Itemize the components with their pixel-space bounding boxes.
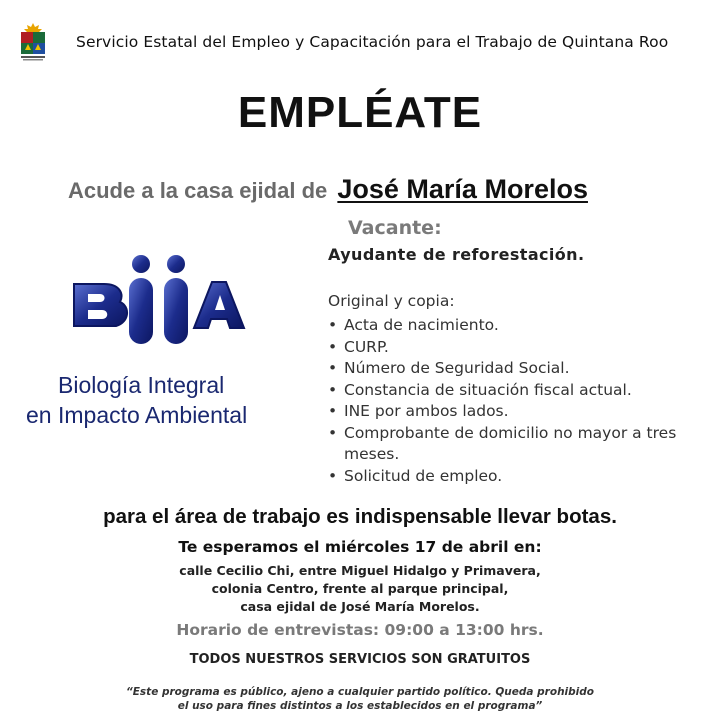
list-item: • Acta de nacimiento.: [328, 315, 708, 337]
location-place: José María Morelos: [337, 174, 588, 204]
quintana-roo-seal-icon: [18, 22, 48, 62]
address-line: casa ejidal de José María Morelos.: [240, 599, 480, 614]
schedule-intro: Te esperamos el miércoles 17 de abril en:: [178, 538, 542, 556]
agency-name: Servicio Estatal del Empleo y Capacitación para el Trabajo de Quintana Roo: [76, 33, 669, 51]
disclaimer-line: “Este programa es público, ajeno a cualquier partido político. Queda prohibido: [125, 686, 594, 698]
list-item: • Solicitud de empleo.: [328, 466, 708, 488]
free-services-notice: TODOS NUESTROS SERVICIOS SON GRATUITOS: [189, 652, 531, 667]
company-name-line2: en Impacto Ambiental: [26, 402, 248, 428]
page-title: EMPLÉATE: [237, 88, 483, 137]
location-prefix: Acude a la casa ejidal de: [68, 178, 328, 203]
interview-hours: Horario de entrevistas: 09:00 a 13:00 hrs.: [176, 621, 544, 639]
list-item: • CURP.: [328, 337, 708, 359]
requirements-list: [328, 315, 708, 487]
address-line: calle Cecilio Chi, entre Miguel Hidalgo y Primavera,: [179, 563, 541, 578]
requirements-label: Original y copia:: [328, 292, 455, 310]
disclaimer-line: el uso para fines distintos a los establecidos en el programa”: [177, 700, 543, 712]
boots-notice: para el área de trabajo es indispensable llevar botas.: [103, 505, 617, 528]
vacancy-label: Vacante:: [348, 217, 442, 239]
address-line: colonia Centro, frente al parque principal,: [211, 581, 509, 596]
list-item: • INE por ambos lados.: [328, 401, 708, 423]
company-name-line1: Biología Integral: [58, 372, 225, 398]
list-item: • Número de Seguridad Social.: [328, 358, 708, 380]
location-line: [68, 174, 588, 205]
list-item: • Constancia de situación fiscal actual.: [328, 380, 708, 402]
biia-logo: [66, 252, 256, 362]
vacancy-value: Ayudante de reforestación.: [328, 245, 585, 264]
list-item: • Comprobante de domicilio no mayor a tres meses.: [328, 423, 708, 466]
